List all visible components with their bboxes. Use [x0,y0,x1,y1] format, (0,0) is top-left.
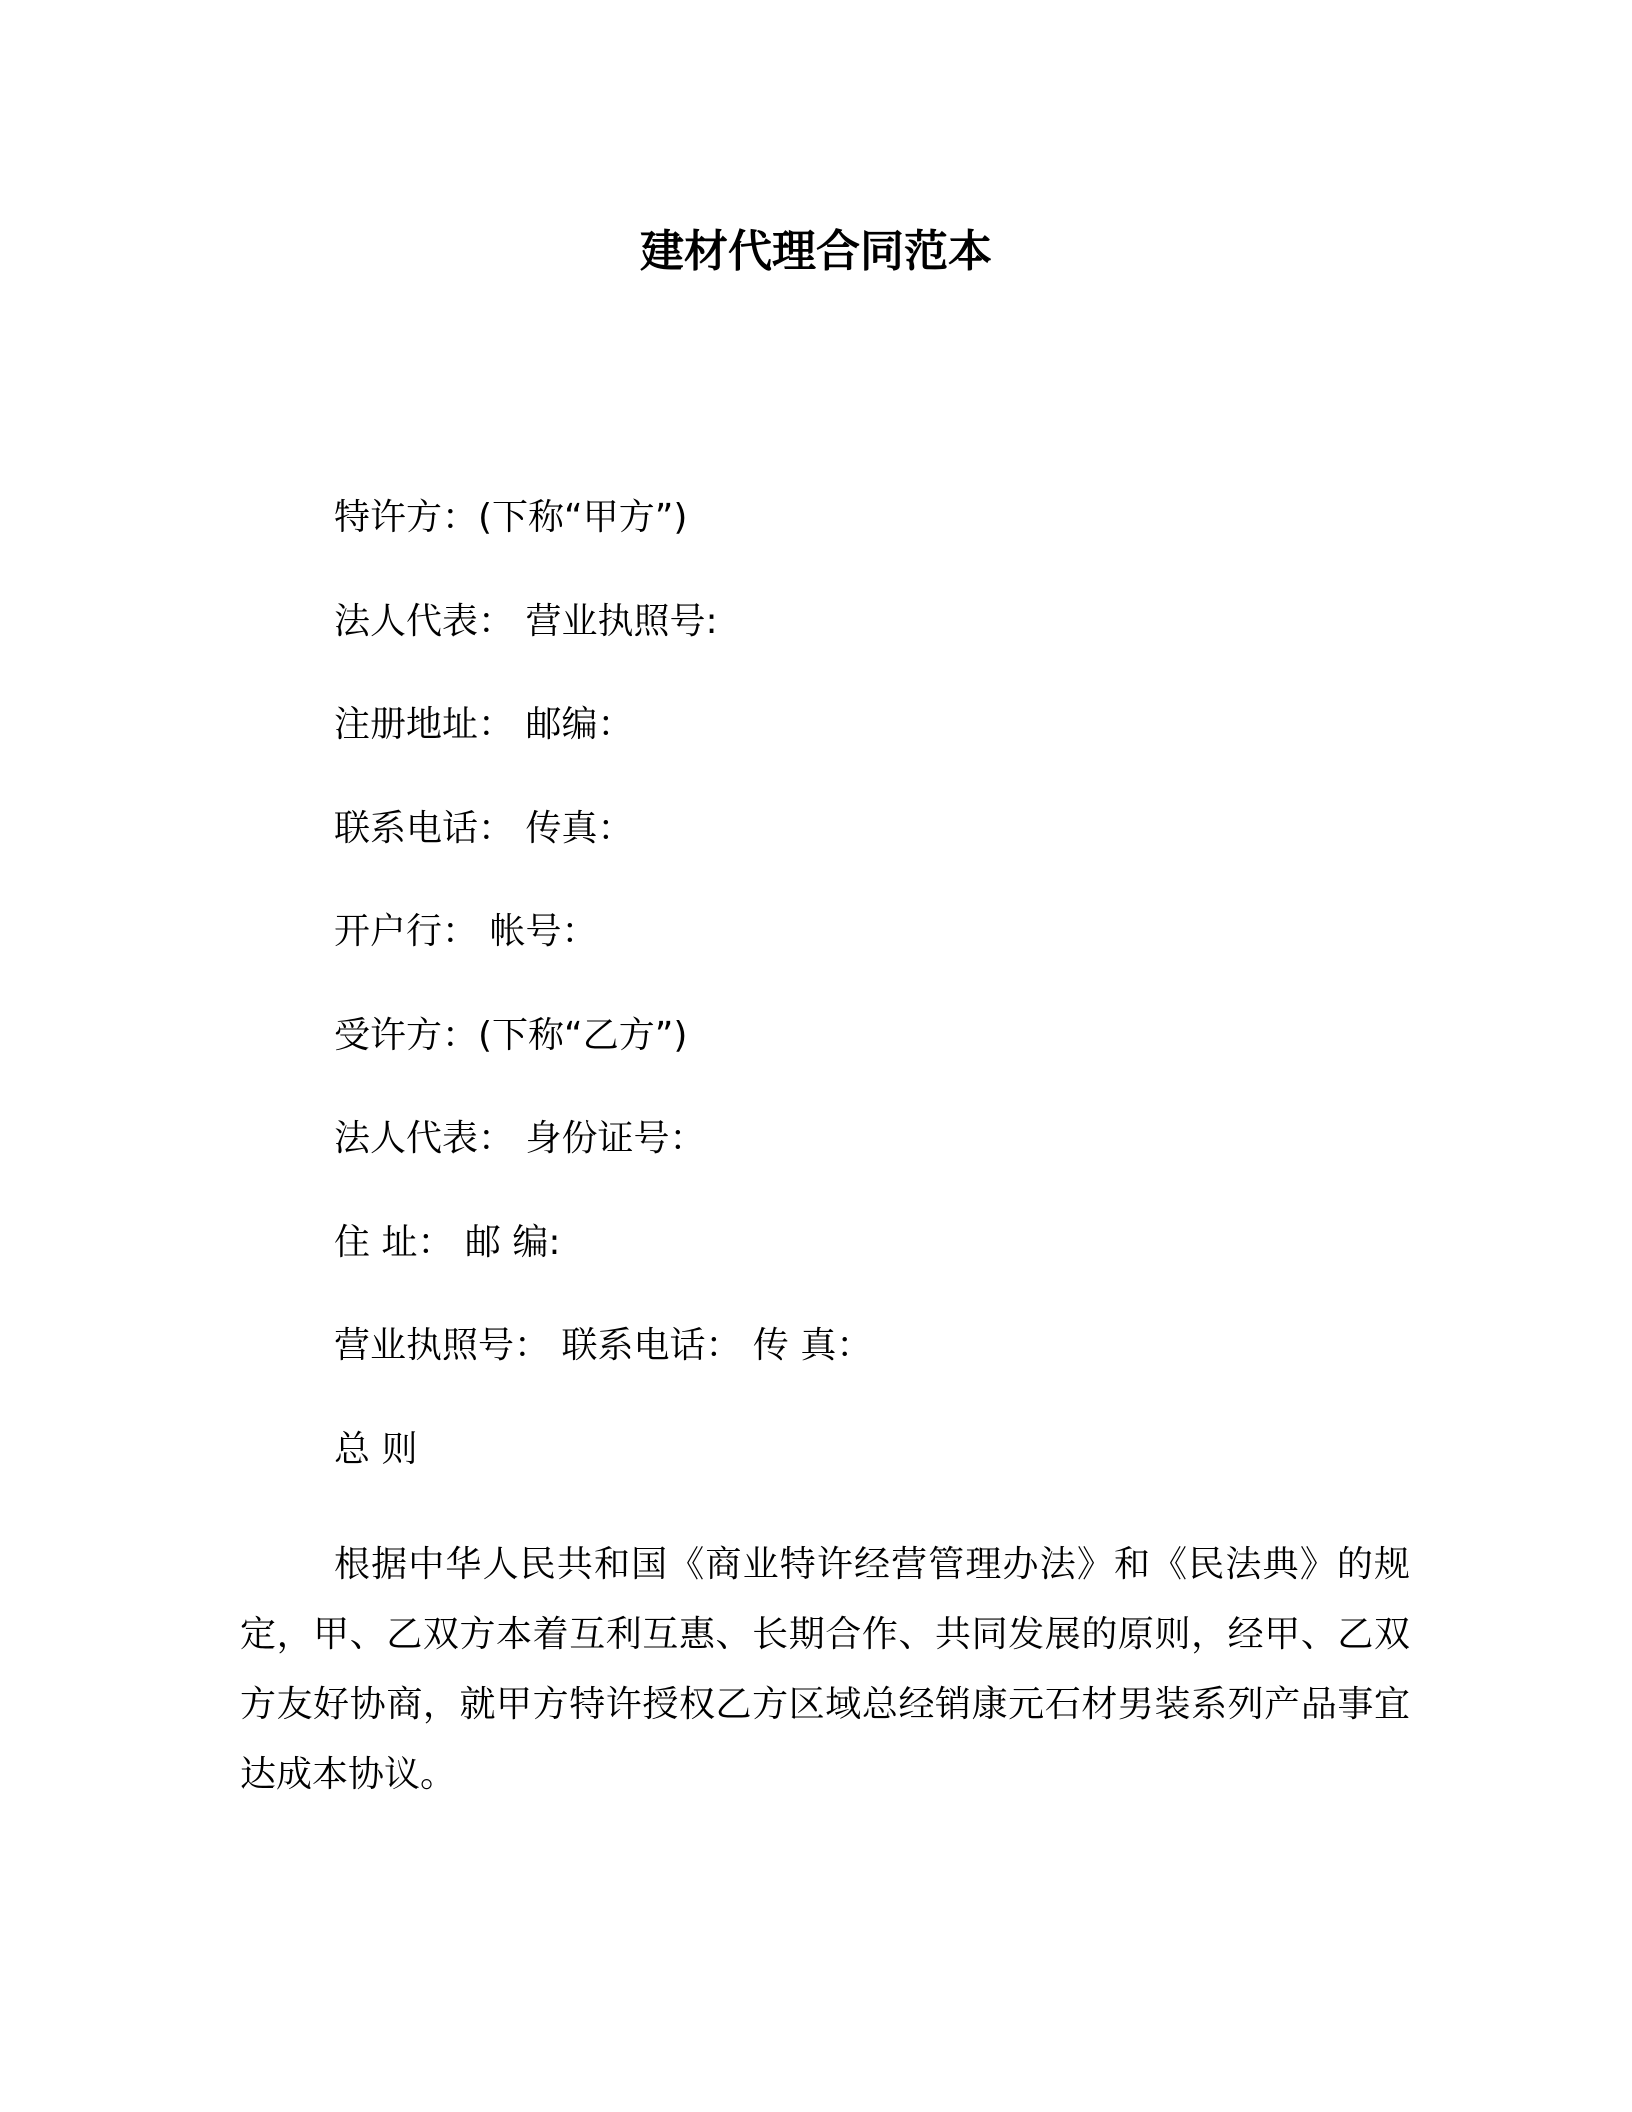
franchisor-contact-line: 联系电话： 传真： [334,808,634,849]
franchisee-line: 受许方：(下称“乙方”) [334,1015,688,1056]
franchisor-address-line: 注册地址： 邮编： [334,704,634,745]
document-title: 建材代理合同范本 [640,226,992,277]
franchisor-bank-line: 开户行： 帐号： [334,911,598,952]
franchisor-line: 特许方：(下称“甲方”) [334,497,688,538]
general-provisions-heading: 总 则 [334,1429,418,1470]
franchisee-contact-line: 营业执照号： 联系电话： 传 真： [334,1325,873,1366]
franchisee-address-line: 住 址： 邮 编: [334,1222,561,1263]
franchisee-legal-rep-line: 法人代表： 身份证号： [334,1118,706,1159]
franchisor-legal-rep-line: 法人代表： 营业执照号: [334,601,718,642]
preamble-paragraph: 根据中华人民共和国《商业特许经营管理办法》和《民法典》的规定，甲、乙双方本着互利互惠、长期合作、共同发展的原则，经甲、乙双方友好协商，就甲方特许授权乙方区域总经销康元石材男装系列产品事宜达成本协议。 [240,1544,1410,1795]
